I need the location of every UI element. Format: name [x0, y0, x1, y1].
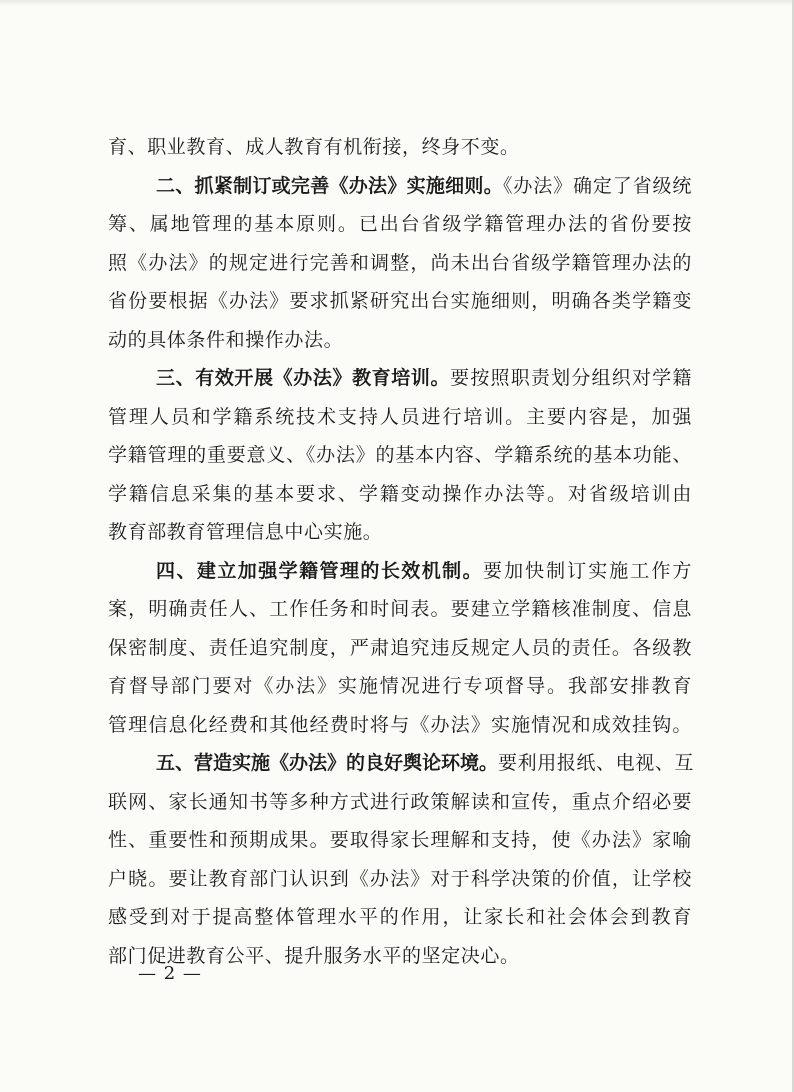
paragraph-two-first-line — [108, 173, 692, 212]
text-line: 学籍管理的重要意义、《办法》的基本内容、学籍系统的基本功能、 — [108, 444, 692, 466]
text-line: 保密制度、责任追究制度，严肃追究违反规定人员的责任。各级教 — [108, 636, 692, 659]
paragraph-three-heading: 三、有效开展《办法》教育培训。 — [156, 367, 451, 389]
text-line: 育、职业教育、成人教育有机衔接，终身不变。 — [108, 136, 520, 158]
text-fragment: 要利用报纸、电视、互 — [498, 752, 695, 774]
text-line: 案，明确责任人、工作任务和时间表。要建立学籍核准制度、信息 — [108, 598, 692, 620]
text-line: 省份要根据《办法》要求抓紧研究出台实施细则，明确各类学籍变 — [108, 290, 692, 312]
text-line: 学籍信息采集的基本要求、学籍变动操作办法等。对省级培训由 — [108, 482, 692, 505]
document-body — [108, 134, 695, 981]
text-line: 育督导部门要对《办法》实施情况进行专项督导。我部安排教育 — [108, 675, 692, 697]
paragraph-two-heading: 二、抓紧制订或完善《办法》实施细则。 — [156, 174, 503, 197]
text-line: 户晓。要让教育部门认识到《办法》对于科学决策的价值，让学校 — [108, 867, 692, 890]
paragraph-three-first-line — [108, 365, 692, 404]
text-line: 照《办法》的规定进行完善和调整，尚未出台省级学籍管理办法的 — [108, 251, 692, 274]
text-line: 动的具体条件和操作办法。 — [108, 328, 344, 351]
text-line: 联网、家长通知书等多种方式进行政策解读和宣传，重点介绍必要 — [108, 790, 692, 813]
text-fragment: 《办法》确定了省级统 — [502, 174, 692, 197]
text-line: 感受到对于提高整体管理水平的作用，让家长和社会体会到教育 — [108, 906, 692, 928]
paragraph-four-heading: 四、建立加强学籍管理的长效机制。 — [156, 559, 484, 582]
paragraph-four-first-line — [108, 558, 692, 597]
text-line: 教育部教育管理信息中心实施。 — [108, 521, 383, 543]
paragraph-five-first-line — [108, 750, 695, 789]
text-line: 筹、属地管理的基本原则。已出台省级学籍管理办法的省份要按 — [108, 213, 692, 235]
text-line: 性、重要性和预期成果。要取得家长理解和支持，使《办法》家喻 — [108, 829, 692, 851]
text-fragment: 要按照职责划分组织对学籍 — [450, 367, 692, 389]
scan-edge — [0, 0, 794, 6]
text-line: 管理人员和学籍系统技术支持人员进行培训。主要内容是，加强 — [108, 405, 692, 428]
page-number: — 2 — — [138, 963, 202, 984]
text-fragment: 要加快制订实施工作方 — [483, 559, 692, 582]
paragraph-five-heading: 五、营造实施《办法》的良好舆论环境。 — [156, 752, 499, 774]
text-line: 管理信息化经费和其他经费时将与《办法》实施情况和成效挂钩。 — [108, 713, 692, 736]
text-line: 部门促进教育公平、提升服务水平的坚定决心。 — [108, 944, 520, 967]
